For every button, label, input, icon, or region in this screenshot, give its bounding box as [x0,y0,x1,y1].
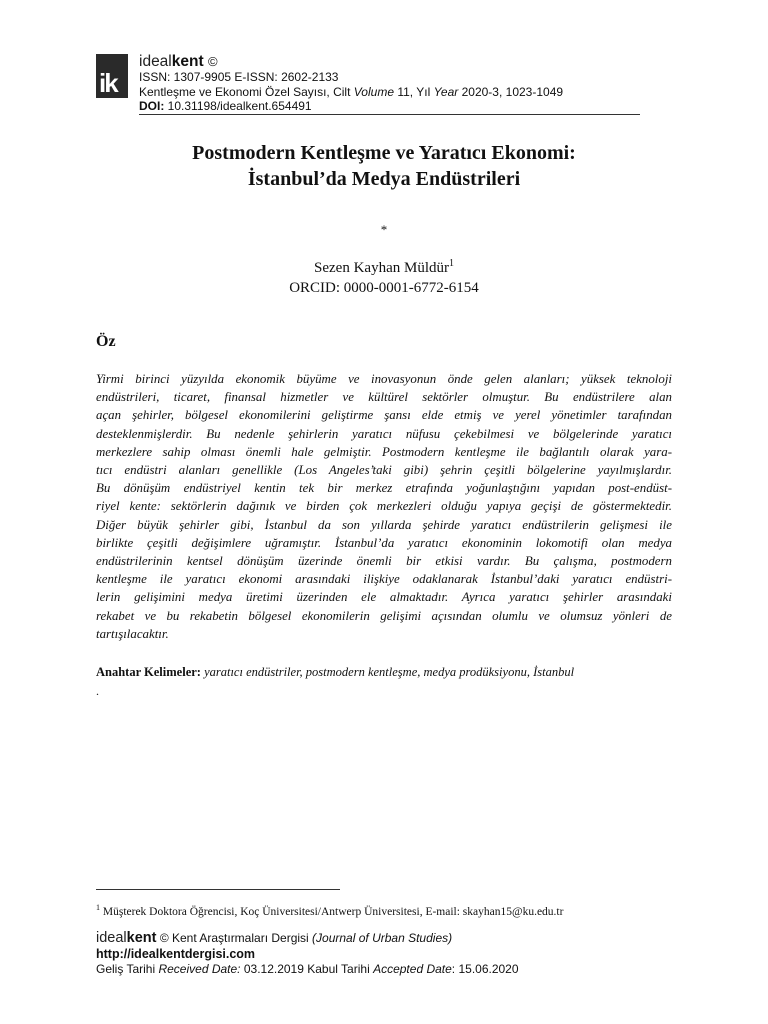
abstract-body [96,370,672,643]
logo-mark: ik [99,68,117,98]
abstract-line: desteklenmişlerdir. Bu nedenle şehirlerin yaratıcı nüfusu çekebilmesi ve bölgelerinde yaratıcı [96,426,672,441]
abstract-line: kentleşme ile yaratıcı ekonomi arasındaki ilişkiye odaklanarak İstanbul’daki yaratıcı endüstri- [96,572,672,587]
brand-name: idealkent © [139,53,218,70]
abstract-line: tartışılacaktır. [96,626,169,641]
journal-logo [96,54,128,98]
header-divider [139,114,640,115]
abstract-line: Bu dönüşüm endüstriyel kentin tek bir merkez etrafında yoğunlaştığını yapıdan post-endüst- [96,481,672,496]
keywords-label: Anahtar Kelimeler: [96,665,201,679]
footnote-text: Müşterek Doktora Öğrencisi, Koç Üniversitesi/Antwerp Üniversitesi, E-mail: skayhan15@ku.edu.tr [100,905,564,918]
issn-line: ISSN: 1307-9905 E-ISSN: 2602-2133 [139,70,339,84]
abstract-line: açan şehirler, bölgesel ekonomilerini geliştirme şansı elde etmiş ve yerel yönetimler tarafından [96,408,672,423]
abstract-line: riyel kente: sektörlerin dağınık ve birden çok merkezleri olduğu yapıya geçişi de göstermektedir. [96,499,672,514]
abstract-line: birlikte çeşitli değişimlere uğramıştır. İstanbul’da yaratıcı ekonominin lokomotifi olan medya [96,535,672,550]
author-name: Sezen Kayhan Müldür$^1$ [314,258,454,276]
footnote [96,901,563,919]
trailing-dot: . [96,684,99,698]
journal-url-link[interactable]: http://idealkentdergisi.com [96,947,256,961]
footnote-marker: 1 [448,258,454,269]
journal-header [139,53,563,114]
abstract-line: endüstrileri, ticaret, finansal hizmetler ve kültürel sektörler olmuştur. Bu endüstrilere alan [96,390,672,405]
dates-line: Geliş Tarihi Received Date: 03.12.2019 Kabul Tarihi Accepted Date: 15.06.2020 [96,962,519,976]
abstract-line: Yirmi birinci yüzyılda ekonomik büyüme ve inovasyonun önde gelen alanları; yüksek teknoloji [96,372,672,386]
abstract-line: rekabet ve bu rekabetin bölgesel ekonomilerin gelişimi açısından olumlu ve olumsuz yönleri de [96,608,672,623]
abstract-line: merkezlere sahip olması önemli hale gelmiştir. Postmodern kentleşme ile bağlantılı olarak yara- [96,444,672,459]
footnote-divider [96,889,340,890]
abstract-line: lerin gelişimini medya üretimi üzerinden ele almaktadır. Ayrıca yaratıcı şehirler arasındaki [96,590,672,605]
page-footer [96,930,519,977]
article-title: Postmodern Kentleşme ve Yaratıcı Ekonomi: İstanbul’da Medya Endüstrileri [192,142,576,190]
journal-issue-line: Kentleşme ve Ekonomi Özel Sayısı, Cilt Volume 11, Yıl Year 2020-3, 1023-1049 [139,84,564,99]
footer-journal-line: idealkent © Kent Araştırmaları Dergisi (Journal of Urban Studies) [96,930,453,946]
abstract-heading: Öz [96,333,116,350]
footer-brand: idealkent [96,930,157,946]
title-asterisk: * [380,222,388,237]
keywords-text: yaratıcı endüstriler, postmodern kentleşme, medya prodüksiyonu, İstanbul [200,665,575,679]
doi-line[interactable]: DOI: 10.31198/idealkent.654491 [139,99,312,113]
keywords [96,663,672,681]
abstract-line: tıcı endüstri alanları genellikle (Los Angeles’taki gibi) şehrin çeşitli bölgelerine yayılmışlardır. [96,463,672,478]
author-block [96,254,672,298]
orcid: ORCID: 0000-0001-6772-6154 [289,280,479,296]
footnote-number: 1 [96,903,100,912]
abstract-line: Diğer büyük şehirler gibi, İstanbul da son yıllarda şehirde yaratıcı endüstrilerin gelişmesi ile [96,517,672,532]
abstract-line: endüstrilerinin kentsel dönüşüm üzerinde önemli bir etkisi vardır. Bu çalışma, postmodern [96,554,672,569]
